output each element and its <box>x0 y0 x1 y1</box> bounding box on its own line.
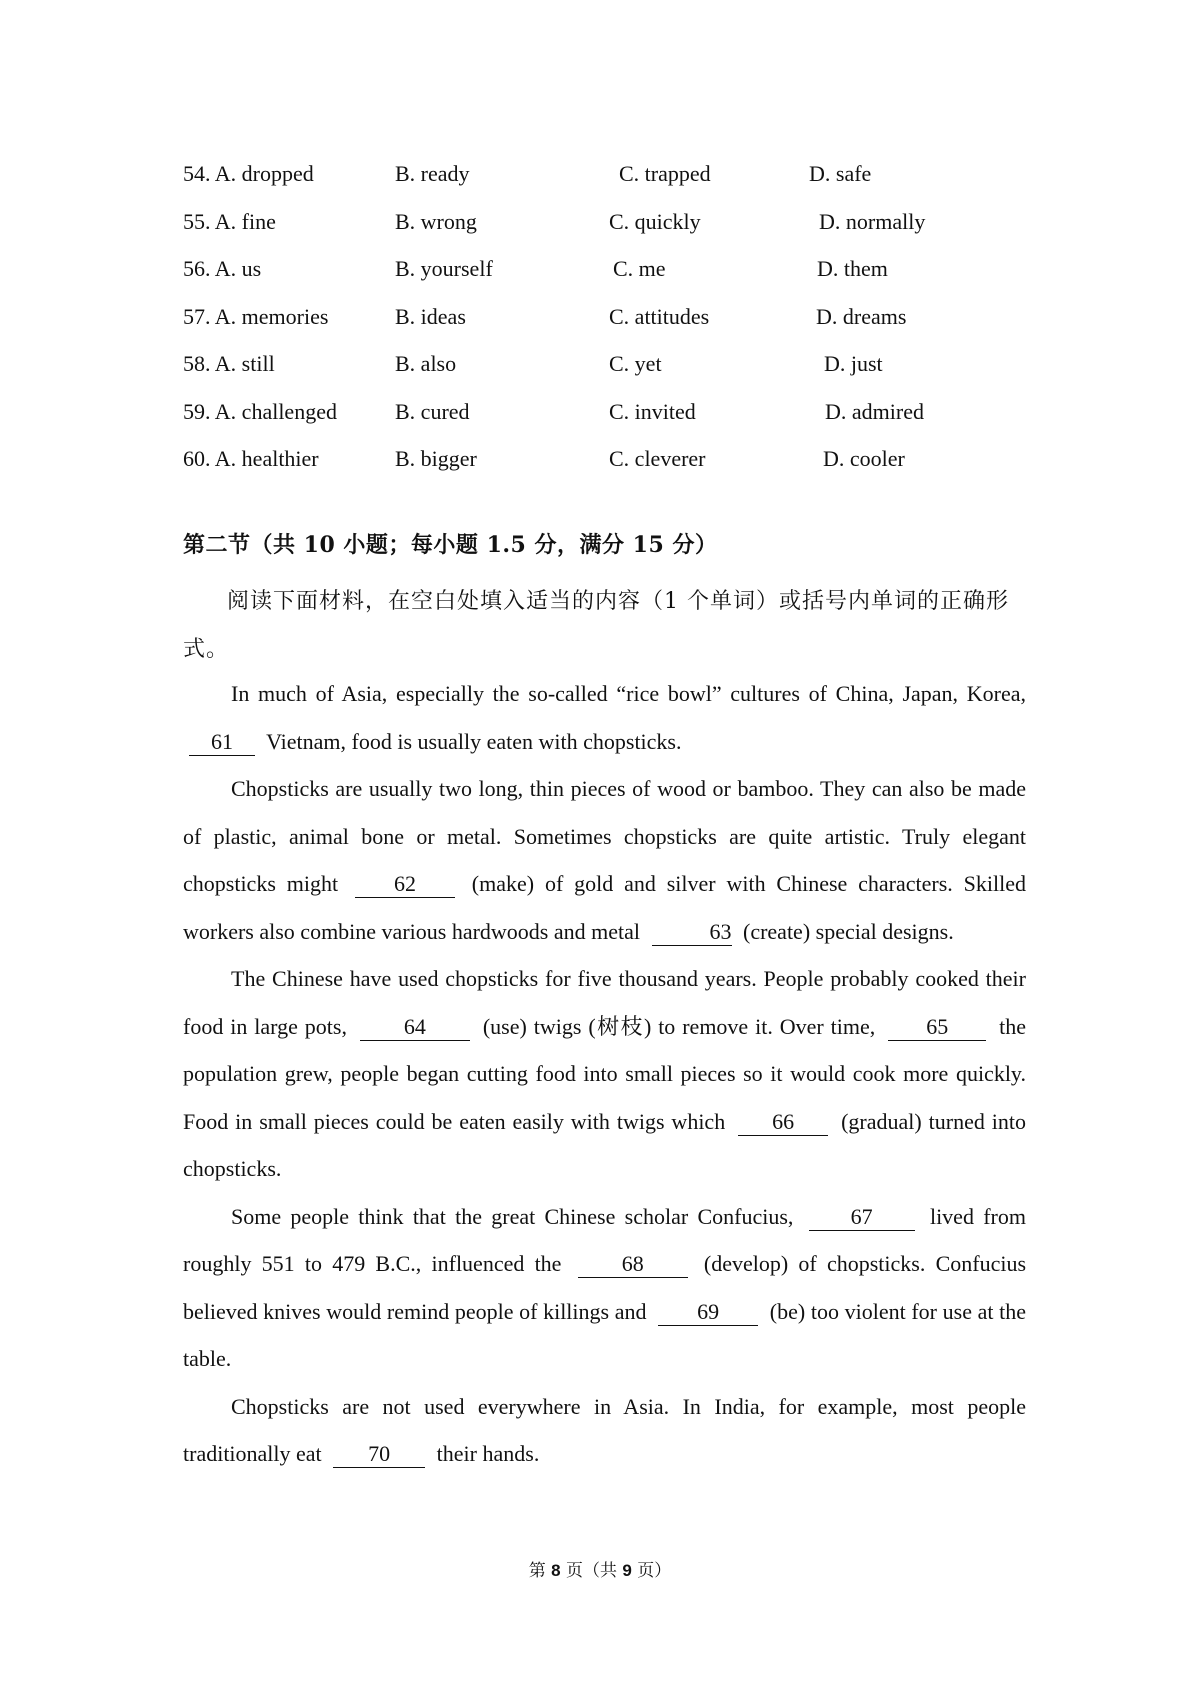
option-d: D. admired <box>825 398 924 424</box>
passage-text: Vietnam, food is usually eaten with chopsticks. <box>266 728 682 754</box>
blank-66[interactable]: 66 <box>738 1109 828 1136</box>
passage-text: their hands. <box>436 1441 540 1466</box>
option-a: 56. A. us <box>183 256 262 281</box>
option-row-59 <box>183 388 1043 436</box>
blank-61[interactable]: 61 <box>189 729 255 756</box>
passage-text: lived from roughly 551 to 479 B.C., influenced the <box>183 1203 1026 1276</box>
paragraph-1 <box>183 670 1026 765</box>
passage-text: (be) too violent for use at the table. <box>183 1298 1026 1371</box>
paragraph-2 <box>183 765 1026 955</box>
option-b: B. ready <box>395 161 470 186</box>
option-b: B. wrong <box>395 208 477 234</box>
option-row-56 <box>183 245 1043 293</box>
option-b: B. ideas <box>395 303 466 329</box>
blank-63[interactable]: 63 <box>652 919 732 946</box>
footer-prefix: 第 <box>528 1561 546 1581</box>
answer-options-list <box>183 150 1043 483</box>
blank-68[interactable]: 68 <box>578 1251 688 1278</box>
blank-62[interactable]: 62 <box>355 871 455 898</box>
option-c: C. me <box>613 256 666 281</box>
passage-text: Some people think that the great Chinese scholar Confucius, <box>231 1203 794 1229</box>
option-d: D. dreams <box>816 303 907 329</box>
option-c: C. yet <box>609 351 662 376</box>
option-a: 58. A. still <box>183 351 275 376</box>
passage-text: (create) special designs. <box>743 918 954 944</box>
blank-67[interactable]: 67 <box>809 1204 915 1231</box>
passage-text: (gradual) turned into chopsticks. <box>183 1108 1026 1181</box>
option-row-54 <box>183 150 1043 198</box>
page-footer <box>0 1556 1200 1581</box>
option-b: B. cured <box>395 398 470 424</box>
paragraph-4 <box>183 1193 1026 1383</box>
passage-text: The Chinese have used chopsticks for five thousand years. People probably cooked their food in large pots, <box>183 966 1026 1039</box>
paragraph-3 <box>183 955 1026 1193</box>
option-b: B. also <box>395 351 457 376</box>
option-a: 60. A. healthier <box>183 446 319 471</box>
option-a: 55. A. fine <box>183 208 276 234</box>
option-c: C. trapped <box>619 161 711 186</box>
footer-middle: 页（共 <box>566 1561 617 1581</box>
blank-70[interactable]: 70 <box>333 1441 425 1468</box>
option-b: B. bigger <box>395 446 477 471</box>
option-d: D. just <box>824 351 883 376</box>
page-total: 9 <box>622 1561 632 1580</box>
option-c: C. attitudes <box>609 303 710 329</box>
option-a: 59. A. challenged <box>183 398 337 424</box>
blank-64[interactable]: 64 <box>360 1014 470 1041</box>
option-row-55 <box>183 198 1043 246</box>
option-d: D. cooler <box>823 446 905 471</box>
option-c: C. invited <box>609 398 696 424</box>
option-row-57 <box>183 293 1043 341</box>
page-number: 8 <box>551 1561 561 1580</box>
passage-text: (make) of gold and silver with Chinese characters. Skilled workers also combine various hardwoods and metal <box>183 871 1026 944</box>
passage-text: Chopsticks are not used everywhere in Asia. In India, for example, most people traditionally eat <box>183 1393 1026 1466</box>
option-d: D. safe <box>809 161 872 186</box>
passage-text: In much of Asia, especially the so-called “rice bowl” cultures of China, Japan, Korea, <box>231 681 1026 706</box>
blank-69[interactable]: 69 <box>658 1299 758 1326</box>
passage-text: (develop) of chopsticks. Confucius believed knives would remind people of killings and <box>183 1251 1027 1324</box>
reading-passage <box>183 670 1026 1478</box>
passage-text: Chopsticks are usually two long, thin pieces of wood or bamboo. They can also be made of plastic, animal bone or metal. Sometimes chopsticks are quite artistic. Truly elegant chopsticks might <box>183 776 1026 896</box>
option-row-60 <box>183 435 1043 483</box>
option-row-58 <box>183 340 1043 388</box>
blank-65[interactable]: 65 <box>888 1014 986 1041</box>
section-instructions: 阅读下面材料，在空白处填入适当的内容（1 个单词）或括号内单词的正确形式。 <box>183 589 1009 662</box>
option-c: C. quickly <box>609 208 701 234</box>
paragraph-5 <box>183 1383 1026 1478</box>
passage-text: the population grew, people began cutting food into small pieces so it would cook more quickly. Food in small pieces could be eaten easily with twigs which <box>183 1013 1027 1134</box>
option-a: 54. A. dropped <box>183 161 314 186</box>
option-c: C. cleverer <box>609 446 706 471</box>
option-d: D. normally <box>819 208 926 234</box>
footer-suffix: 页） <box>637 1561 672 1581</box>
option-b: B. yourself <box>395 256 493 281</box>
section-title: 第二节（共 10 小题；每小题 1.5 分，满分 15 分） <box>183 532 718 558</box>
option-d: D. them <box>817 256 888 281</box>
passage-text: (use) twigs (树枝) to remove it. Over time, <box>482 1013 876 1039</box>
option-a: 57. A. memories <box>183 303 329 329</box>
